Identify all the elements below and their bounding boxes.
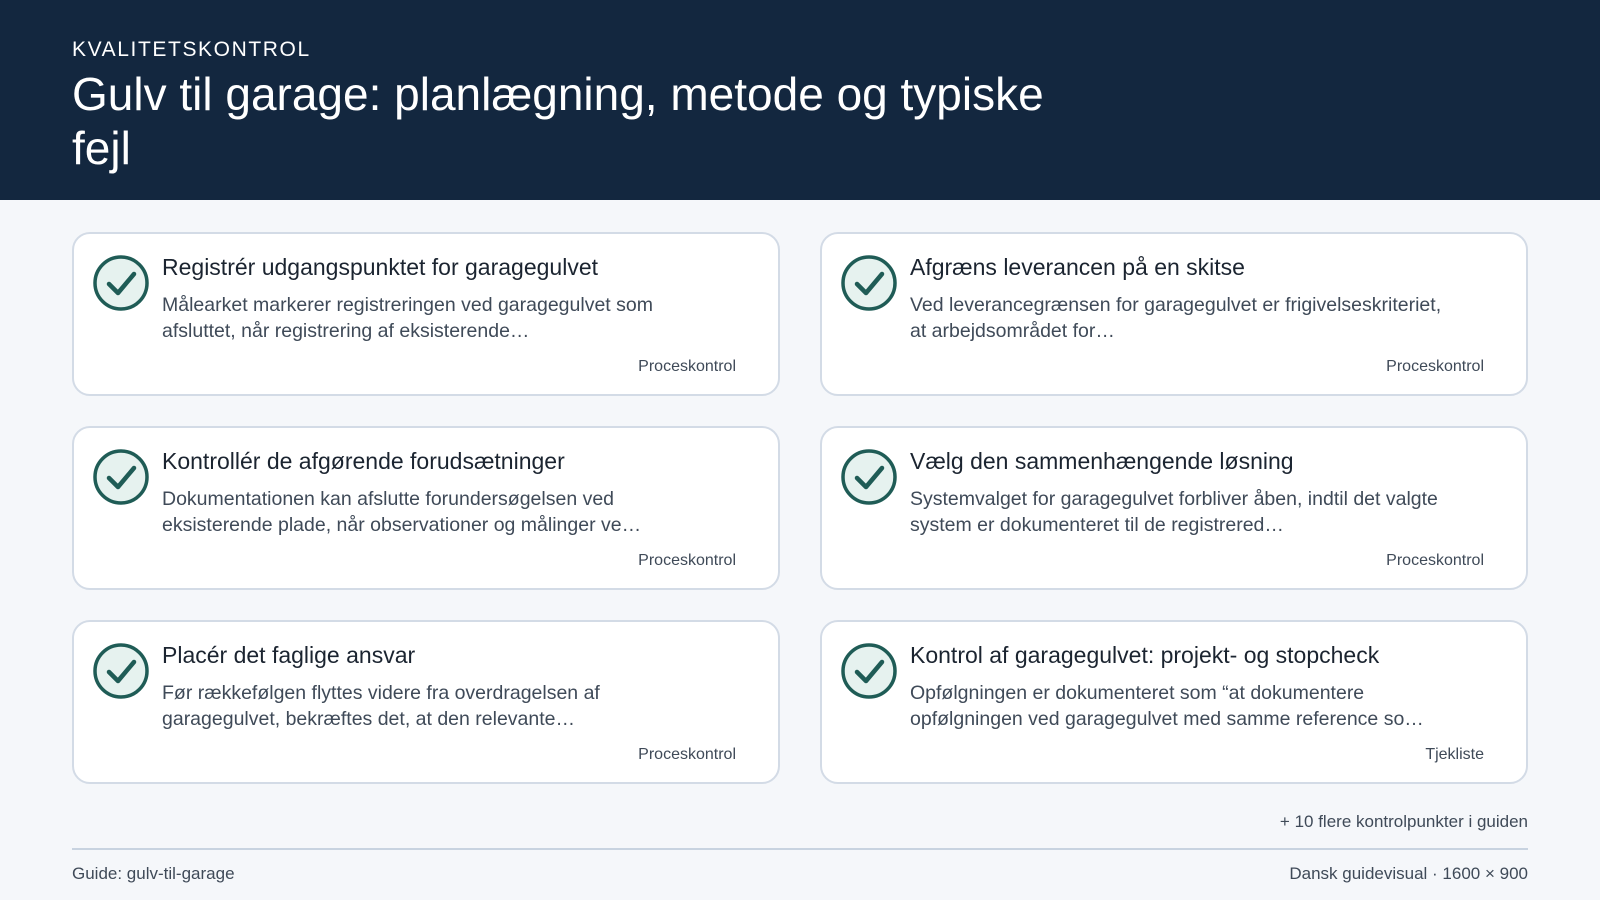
checkpoint-tag: Proceskontrol xyxy=(638,746,736,763)
checkpoint-title: Vælg den sammenhængende løsning xyxy=(910,448,1294,474)
check-circle-icon xyxy=(92,254,150,312)
checkpoint-tag: Proceskontrol xyxy=(638,358,736,375)
footer-divider xyxy=(72,848,1528,850)
page-title: Gulv til garage: planlægning, metode og typiske fejl xyxy=(72,68,1044,174)
checkpoint-description: Ved leverancegrænsen for garagegulvet er frigivelseskriteriet, at arbejdsområdet for… xyxy=(910,294,1442,342)
checkpoint-card[interactable] xyxy=(820,620,1528,784)
checkpoint-title: Kontrollér de afgørende forudsætninger xyxy=(162,448,565,474)
checkpoint-card[interactable] xyxy=(820,426,1528,590)
footer-meta-label: Dansk guidevisual · 1600 × 900 xyxy=(1289,864,1528,883)
checkpoint-card[interactable] xyxy=(72,232,780,396)
checkpoint-card[interactable] xyxy=(72,426,780,590)
checkpoint-card[interactable] xyxy=(72,620,780,784)
check-circle-icon xyxy=(92,642,150,700)
checkpoint-tag: Proceskontrol xyxy=(1386,358,1484,375)
section-eyebrow: KVALITETSKONTROL xyxy=(72,38,311,61)
checkpoint-description: Før rækkefølgen flyttes videre fra overdragelsen af garagegulvet, bekræftes det, at den relevante… xyxy=(162,682,600,730)
checkpoint-description: Målearket markerer registreringen ved garagegulvet som afsluttet, når registrering af eksisterende… xyxy=(162,294,653,342)
footer-guide-label: Guide: gulv-til-garage xyxy=(72,864,235,883)
check-circle-icon xyxy=(92,448,150,506)
checkpoint-grid xyxy=(72,232,1528,784)
checkpoint-card[interactable] xyxy=(820,232,1528,396)
checkpoint-title: Kontrol af garagegulvet: projekt- og stopcheck xyxy=(910,642,1380,668)
check-circle-icon xyxy=(840,448,898,506)
checkpoint-title: Placér det faglige ansvar xyxy=(162,642,416,668)
checkpoint-title: Afgræns leverancen på en skitse xyxy=(910,254,1245,280)
checkpoint-tag: Tjekliste xyxy=(1425,746,1484,763)
checkpoint-tag: Proceskontrol xyxy=(1386,552,1484,569)
more-checkpoints-link[interactable]: + 10 flere kontrolpunkter i guiden xyxy=(1279,812,1528,831)
check-circle-icon xyxy=(840,254,898,312)
checkpoint-description: Opfølgningen er dokumenteret som “at dokumentere opfølgningen ved garagegulvet med samme reference so… xyxy=(910,682,1424,730)
checkpoint-title: Registrér udgangspunktet for garagegulvet xyxy=(162,254,599,280)
check-circle-icon xyxy=(840,642,898,700)
page-header xyxy=(0,0,1600,200)
checkpoint-description: Dokumentationen kan afslutte forundersøgelsen ved eksisterende plade, når observationer og målinger ve… xyxy=(162,488,642,536)
checkpoint-tag: Proceskontrol xyxy=(638,552,736,569)
checkpoint-description: Systemvalget for garagegulvet forbliver åben, indtil det valgte system er dokumenteret til de registrered… xyxy=(910,488,1438,536)
